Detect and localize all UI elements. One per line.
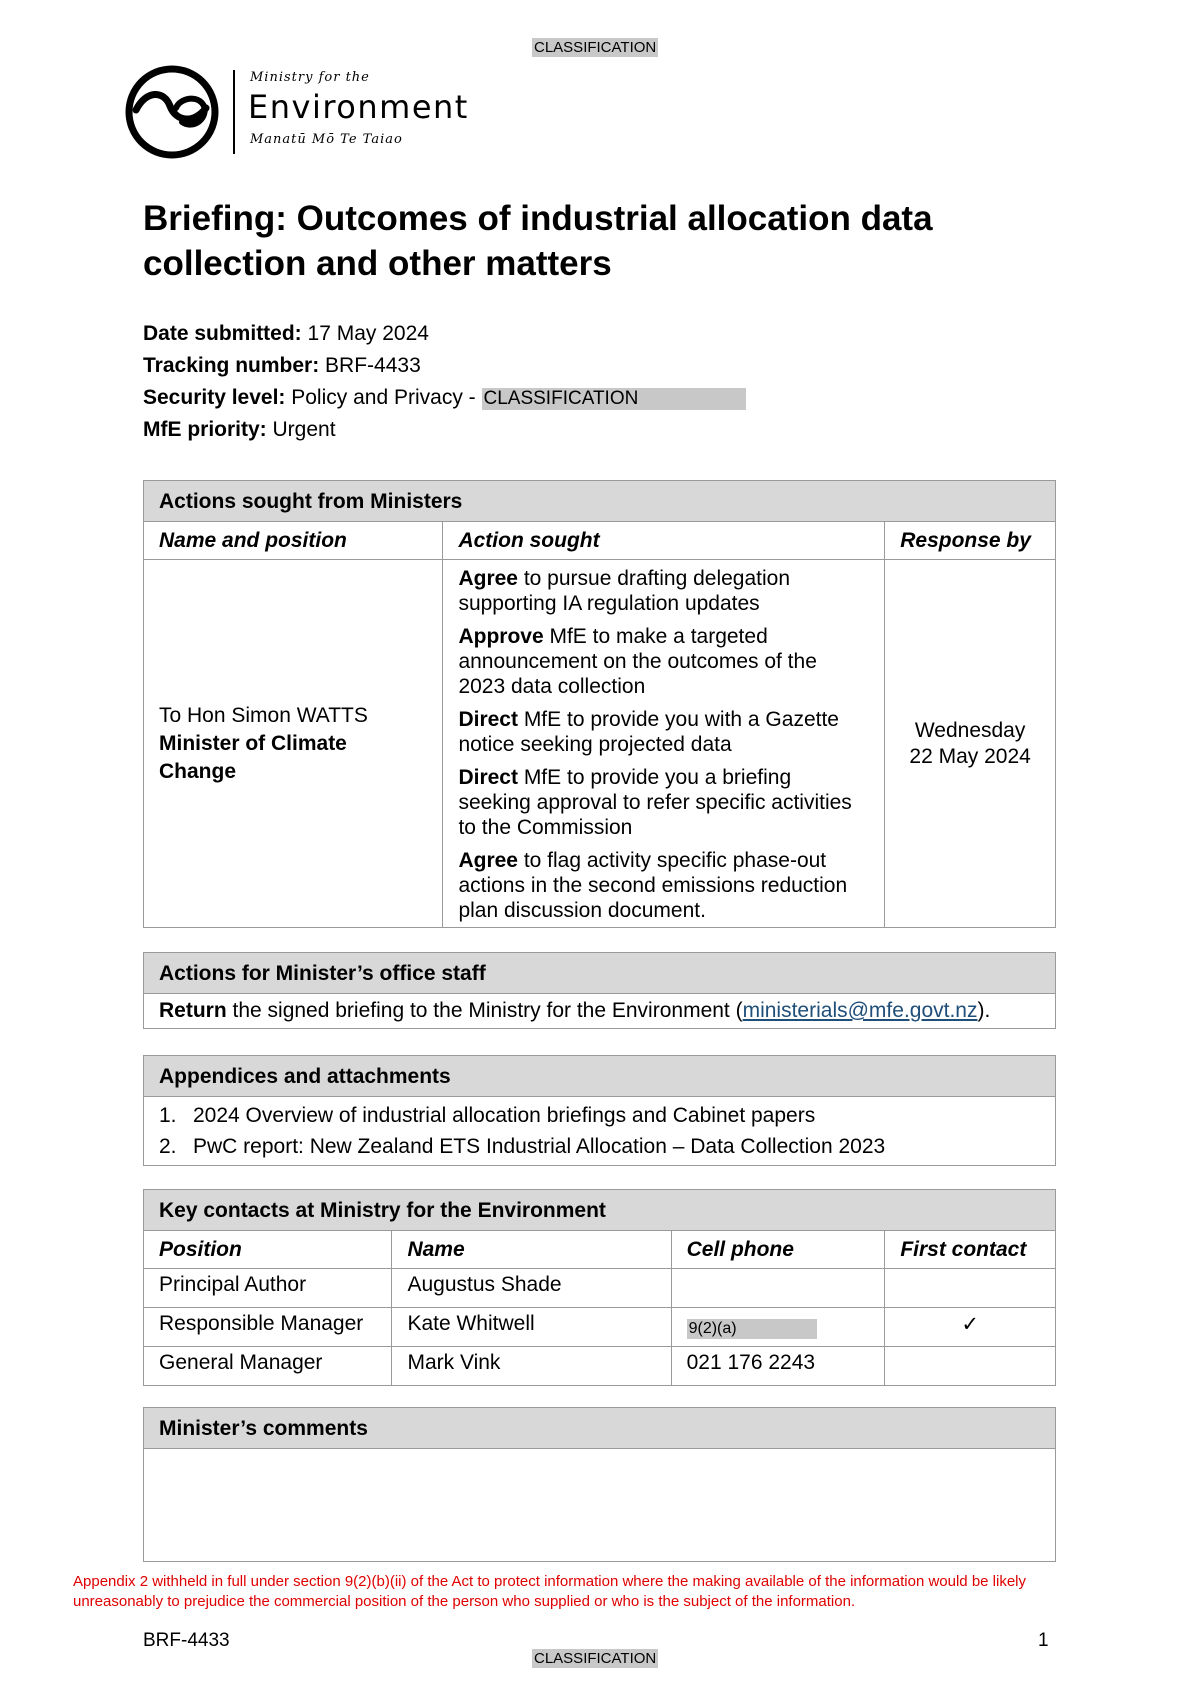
actions-sought-heading: Actions sought from Ministers: [144, 481, 1056, 522]
contact-name: Mark Vink: [392, 1347, 671, 1386]
ministry-emblem-icon: [124, 64, 220, 160]
col-response-by: Response by: [885, 522, 1056, 560]
response-date: 22 May 2024: [909, 744, 1031, 768]
action-item: Approve MfE to make a targeted announcement on the outcomes of the 2023 data collection: [458, 625, 817, 698]
header-classification: CLASSIFICATION: [534, 39, 657, 56]
footer-page-number: 1: [1038, 1630, 1049, 1651]
withheld-note: Appendix 2 withheld in full under section 9(2)(b)(ii) of the Act to protect information where the making available of the information would be likely unreasonably to prejudice the commercial position of the person who supplied or who is the subject of the information.: [73, 1573, 1027, 1610]
table-row: [144, 1269, 1056, 1308]
recipient-cell: [144, 560, 443, 928]
contact-name: Kate Whitwell: [392, 1308, 671, 1347]
action-item: Agree to flag activity specific phase-out actions in the second emissions reduction plan discussion document.: [458, 849, 848, 922]
first-contact-check-icon: ✓: [885, 1308, 1056, 1347]
col-first-contact: First contact: [885, 1231, 1056, 1269]
security-classification: CLASSIFICATION: [482, 388, 746, 410]
appendices-list: [144, 1097, 1056, 1166]
actions-sought-table: [143, 480, 1056, 928]
contact-first: [885, 1269, 1056, 1308]
response-by-cell: [885, 560, 1056, 928]
key-contacts-table: [143, 1189, 1056, 1386]
response-day: Wednesday: [914, 718, 1026, 742]
logo-maori-name: Manatū Mō Te Taiao: [250, 132, 403, 147]
ministerials-email-link[interactable]: ministerials@mfe.govt.nz: [742, 999, 978, 1022]
office-staff-heading: Actions for Minister’s office staff: [144, 953, 1056, 994]
contact-name: Augustus Shade: [392, 1269, 671, 1308]
list-item: 2. PwC report: New Zealand ETS Industrial Allocation – Data Collection 2023: [159, 1135, 886, 1158]
footer-classification: CLASSIFICATION: [534, 1650, 657, 1667]
col-action-sought: Action sought: [443, 522, 885, 560]
date-submitted: Date submitted: 17 May 2024: [143, 322, 429, 345]
col-name: Name: [392, 1231, 671, 1269]
briefing-meta: [143, 318, 843, 446]
contact-position: Principal Author: [144, 1269, 392, 1308]
page-title: Briefing: Outcomes of industrial allocation data collection and other matters: [143, 199, 933, 283]
contact-phone: [671, 1308, 885, 1347]
comments-table: [143, 1407, 1056, 1562]
appendices-heading: Appendices and attachments: [144, 1056, 1056, 1097]
logo-divider: [233, 70, 235, 154]
contact-first: [885, 1347, 1056, 1386]
footer-ref: BRF-4433: [143, 1630, 230, 1651]
actions-cell: [443, 560, 885, 928]
office-staff-table: [143, 952, 1056, 1029]
contact-position: General Manager: [144, 1347, 392, 1386]
ministry-logo: [124, 64, 504, 160]
office-staff-instruction: Return the signed briefing to the Ministry for the Environment (ministerials@mfe.govt.nz).: [144, 994, 1056, 1029]
security-level: Security level: Policy and Privacy - CLASSIFICATION: [143, 382, 843, 414]
col-cell-phone: Cell phone: [671, 1231, 885, 1269]
col-name-position: Name and position: [144, 522, 443, 560]
mfe-priority: MfE priority: Urgent: [143, 418, 336, 441]
contact-phone: 021 176 2243: [671, 1347, 885, 1386]
table-row: [144, 1308, 1056, 1347]
list-item: 1. 2024 Overview of industrial allocation briefings and Cabinet papers: [159, 1104, 816, 1127]
recipient-position: Minister of Climate Change: [159, 732, 347, 783]
phone-redaction: 9(2)(a): [687, 1319, 817, 1339]
col-position: Position: [144, 1231, 392, 1269]
logo-top-line: Ministry for the: [250, 70, 370, 85]
action-item: Agree to pursue drafting delegation supporting IA regulation updates: [458, 567, 791, 615]
table-row: [144, 1347, 1056, 1386]
comments-box: [144, 1449, 1056, 1562]
recipient-name: To Hon Simon WATTS: [159, 704, 368, 727]
action-item: Direct MfE to provide you a briefing seeking approval to refer specific activities to the Commission: [458, 766, 852, 839]
comments-heading: Minister’s comments: [144, 1408, 1056, 1449]
appendices-table: [143, 1055, 1056, 1166]
tracking-number: Tracking number: BRF-4433: [143, 354, 421, 377]
contact-position: Responsible Manager: [144, 1308, 392, 1347]
key-contacts-heading: Key contacts at Ministry for the Environment: [144, 1190, 1056, 1231]
logo-name: Environment: [248, 88, 469, 126]
action-item: Direct MfE to provide you with a Gazette notice seeking projected data: [458, 708, 839, 756]
contact-phone: [671, 1269, 885, 1308]
